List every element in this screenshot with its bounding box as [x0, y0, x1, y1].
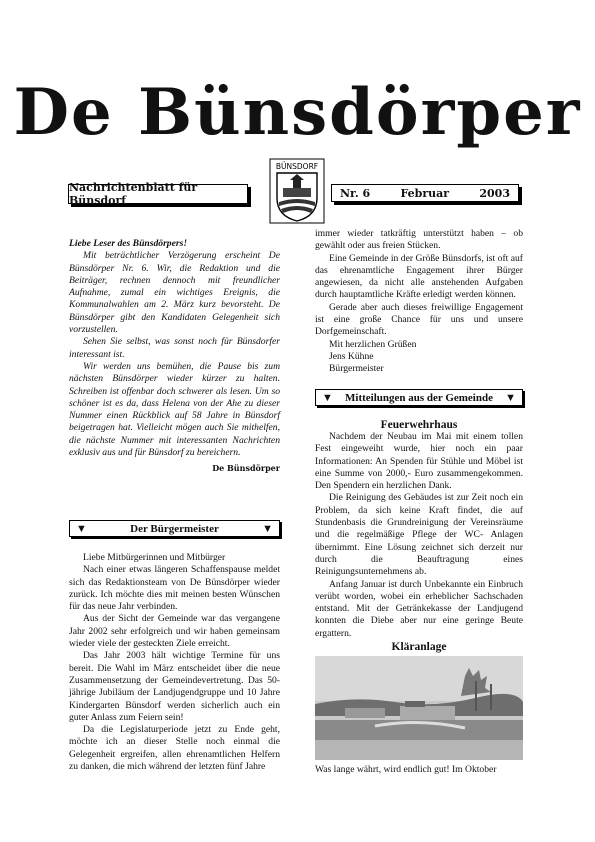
mayor-paragraph: Aus der Sicht der Gemeinde war das vergangene Jahr 2002 sehr erfolgreich und wir haben gemeinsam wieder viele der gesteckten Ziele erreicht. — [69, 613, 280, 650]
editorial-paragraph: Wir werden uns bemühen, die Pause bis zum nächsten Bünsdörper wieder kürzer zu halten. Schreiben ist offenbar doch schwerer als lesen. Um so schöner ist es da, dass Helena von der Ahe zu dieser Nummer einen Rückblick auf 58 Jahre in Bünsdorf beigetragen hat. Vielleicht mögen auch Sie mithelfen, die nächste Nummer mit interessanten Nachrichten exklusiv aus und für Bünsdorf zu bereichern. — [69, 360, 280, 459]
editorial-paragraph: Mit beträchtlicher Verzögerung erscheint De Bünsdörper Nr. 6. Wir, die Redaktion und die Beiträger, rechnen dennoch mit freundlicher Aufnahme, zumal ein wichtiges Ereignis, die Kommunalwahlen am 2. März kurz bevorsteht. De Bünsdörper gibt den Kandidaten Gelegenheit sich vorzustellen. — [69, 250, 280, 336]
issue-number: Nr. 6 — [340, 186, 371, 200]
mayor-paragraph: Liebe Mitbürgerinnen und Mitbürger — [83, 552, 226, 563]
editorial-signature: De Bünsdörper — [212, 463, 280, 474]
sewage-plant-heading: Kläranlage — [391, 641, 447, 653]
editorial-greeting: Liebe Leser des Bünsdörpers! — [69, 238, 188, 249]
fire-station-article — [315, 431, 523, 640]
fire-station-heading: Feuerwehrhaus — [380, 419, 458, 431]
crest-text: BÜNSDORF — [275, 162, 319, 171]
section-header-community — [315, 389, 523, 406]
article-paragraph: Nachdem der Neubau im Mai mit einem tollen Fest eingeweiht wurde, hier noch ein paar Informationen: An Spenden für Stühle und Möbel ist eine Summe von 2000,- Euro zusammengekommen. Den Spendern ein herzlichen Dank. — [315, 431, 523, 492]
down-arrow-icon: ▼ — [505, 391, 516, 404]
article-paragraph: Die Reinigung des Gebäudes ist zur Zeit noch ein Problem, da sich keine Kraft findet, die auf Stundenbasis die Grundreinigung der Vereinsräume und die regelmäßige Pflege der WC- Anlagen übernimmt. Eine Lösung zeichnet sich derzeit nur durch die Beauftragung eines Reinigungsunternehmens ab. — [315, 492, 523, 578]
issue-month: Februar — [400, 186, 450, 200]
mayor-closing: Mit herzlichen Grüßen — [329, 338, 417, 350]
mayor-paragraph: Eine Gemeinde in der Größe Bünsdorfs, ist oft auf das ehrenamtliche Engagement ihrer Bürger angewiesen, da nicht alle anstehenden Aufgaben durch hauptamtliche Kräfte erledigt werden können. — [315, 252, 523, 301]
mayor-letter-continued — [315, 228, 523, 376]
photo-caption: Was lange währt, wird endlich gut! Im Oktober — [315, 764, 497, 775]
newspaper-title: De Bünsdörper — [13, 75, 582, 150]
down-arrow-icon: ▼ — [262, 522, 273, 535]
subtitle-banner — [68, 181, 248, 207]
mayor-paragraph: Gerade aber auch dieses freiwillige Engagement ist eine große Chance für uns und unsere Dorfgemeinschaft. — [315, 301, 523, 338]
issue-banner — [331, 184, 519, 202]
sewage-plant-photo — [315, 656, 523, 760]
mayor-paragraph: immer wieder tatkräftig unterstützt haben – ob gewählt oder aus freien Stücken. — [315, 228, 523, 252]
mayor-name: Jens Kühne — [329, 350, 374, 362]
mayor-paragraph: Das Jahr 2003 hält wichtige Termine für uns bereit. Die Wahl im März entscheidet über die neue Zusammensetzung der Gemeindevertretung. Das 50- jährige Jubiläum der Landjugendgruppe und 10 Jahre Kindergarten Bünsdorf werden sicherlich auch ein guter Anlass zum Feiern sein! — [69, 650, 280, 723]
mayor-role: Bürgermeister — [329, 363, 384, 375]
subtitle-text: Nachrichtenblatt für Bünsdorf — [69, 181, 198, 207]
issue-year: 2003 — [479, 186, 510, 200]
mayor-letter — [69, 552, 280, 773]
section-title: Mitteilungen aus der Gemeinde — [345, 391, 493, 404]
village-crest — [269, 158, 325, 224]
mayor-paragraph: Nach einer etwas längeren Schaffenspause meldet sich das Redaktionsteam von De Bünsdörper wieder zurück. Ich möchte dies mit meinen besten Wünschen für das neue Jahr verbinden. — [69, 564, 280, 613]
article-paragraph: Anfang Januar ist durch Unbekannte ein Einbruch verübt worden, wobei ein erheblicher Sachschaden entstand. Mit der Getränkekasse der Landjugend konnten die Diebe aber nur eine geringe Beute ergattern. — [315, 578, 523, 639]
section-header-mayor — [69, 520, 280, 537]
down-arrow-icon: ▼ — [76, 522, 87, 535]
section-title: Der Bürgermeister — [130, 522, 219, 535]
editorial-paragraph: Sehen Sie selbst, was sonst noch für Bünsdorfer interessant ist. — [69, 336, 280, 360]
down-arrow-icon: ▼ — [322, 391, 333, 404]
mayor-paragraph: Da die Legislaturperiode jetzt zu Ende geht, möchte ich an dieser Stelle noch einmal die Gelegenheit ergreifen, allen ehrenamtlichen Helfern zu danken, die mich während der letzten fünf Jahre — [69, 724, 280, 773]
editorial — [69, 238, 280, 475]
